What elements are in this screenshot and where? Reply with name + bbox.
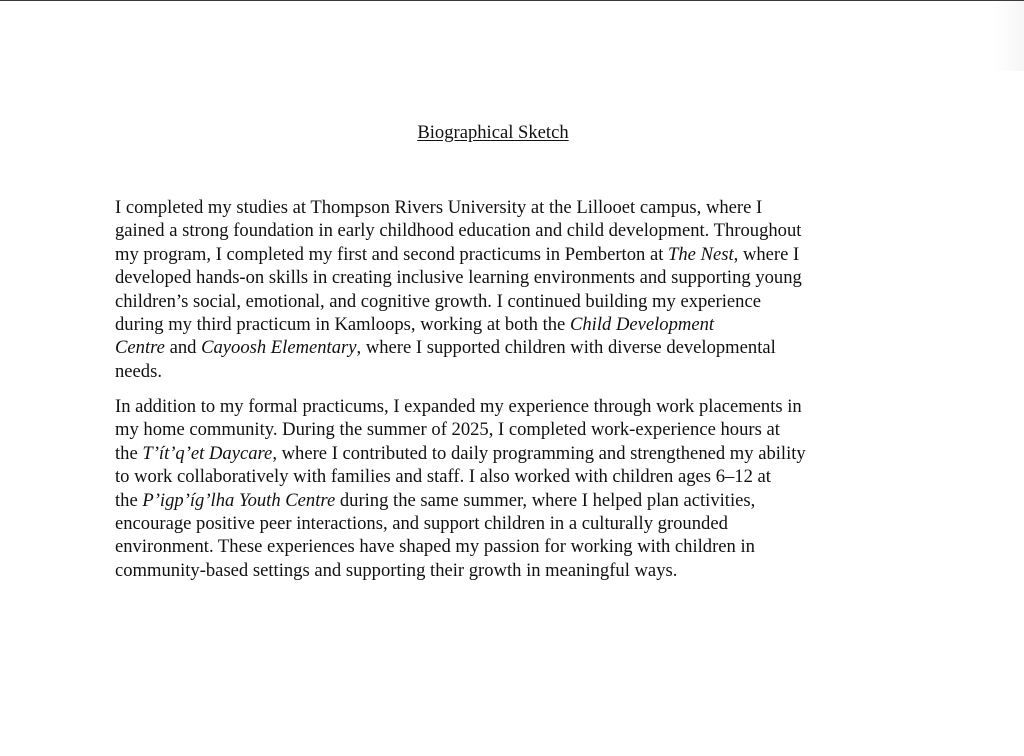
text-line — [115, 290, 802, 313]
text-run: I completed my studies at Thompson Rivers University at the Lillooet campus, where I — [115, 197, 763, 218]
paragraph-work-experience — [115, 395, 806, 582]
text-run: and — [164, 337, 202, 359]
text-line — [115, 219, 802, 242]
text-run: , where I — [733, 243, 800, 265]
text-run: the — [115, 489, 143, 511]
text-run: gained a strong foundation in early childhood education and child development. Throughout — [115, 220, 802, 242]
text-run: , where I supported children with diverse developmental — [356, 337, 776, 359]
text-run: encourage positive peer interactions, and support children in a culturally grounded — [115, 512, 728, 534]
text-line — [115, 196, 802, 219]
text-run: children’s social, emotional, and cognitive growth. I continued building my experience — [115, 290, 761, 312]
text-line — [115, 266, 802, 289]
text-run: developed hands-on skills in creating inclusive learning environments and supporting young — [115, 267, 802, 289]
text-run: my program, I completed my first and second practicums in Pemberton at — [115, 243, 669, 265]
text-line — [115, 313, 802, 336]
window-top-border — [0, 0, 1024, 1]
text-run: during my third practicum in Kamloops, working at both the — [115, 313, 570, 335]
text-line — [115, 243, 802, 266]
text-run: the — [115, 442, 143, 464]
italic-name: Centre — [115, 337, 165, 359]
text-run: needs. — [115, 360, 162, 382]
text-run: In addition to my formal practicums, I expanded my experience through work placements in — [115, 396, 802, 417]
document-title: Biographical Sketch — [417, 122, 569, 143]
text-run: environment. These experiences have shaped my passion for working with children in — [115, 536, 755, 558]
page-edge-shadow — [994, 1, 1024, 71]
italic-name: Child Development — [569, 313, 715, 335]
text-line — [115, 489, 806, 512]
text-run: , where I contributed to daily programming and strengthened my ability — [272, 442, 806, 464]
italic-name: Cayoosh Elementary — [201, 337, 357, 359]
italic-name: The Nest — [668, 243, 734, 265]
paragraph-education — [115, 196, 802, 383]
text-run: during the same summer, where I helped plan activities, — [335, 489, 756, 511]
italic-name: P’igp’íg’lha Youth Centre — [142, 489, 336, 511]
text-line — [115, 395, 806, 418]
text-line — [115, 360, 802, 383]
text-line — [115, 559, 806, 582]
text-run: to work collaboratively with families and staff. I also worked with children ages 6–12 at — [115, 466, 771, 488]
italic-name: T’ít’q’et Daycare — [142, 442, 273, 464]
text-run: my home community. During the summer of 2025, I completed work-experience hours at — [115, 419, 780, 441]
text-line — [115, 442, 806, 465]
text-line — [115, 535, 806, 558]
text-line — [115, 418, 806, 441]
text-line — [115, 512, 806, 535]
text-line — [115, 465, 806, 488]
text-line — [115, 336, 802, 359]
text-run: community-based settings and supporting their growth in meaningful ways. — [115, 559, 678, 581]
